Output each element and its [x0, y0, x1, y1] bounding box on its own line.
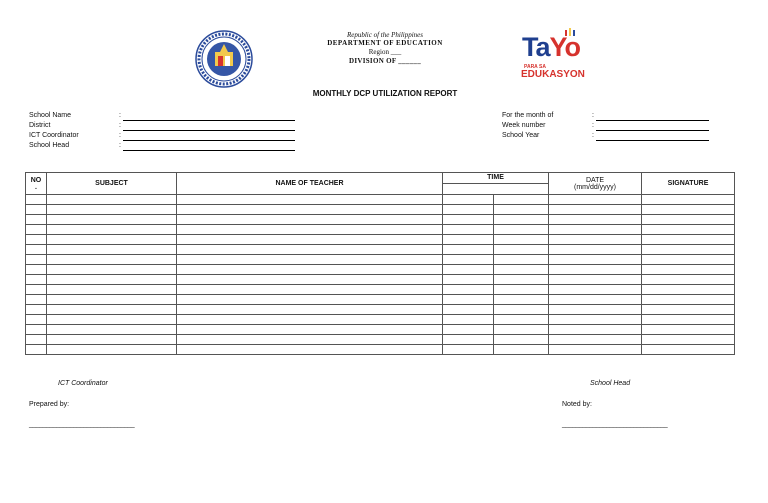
header-region: Region ___: [368, 48, 402, 56]
report-title: MONTHLY DCP UTILIZATION REPORT: [312, 89, 458, 98]
table-row: [26, 255, 735, 265]
row-time-start-cell[interactable]: [443, 255, 494, 265]
row-teacher-cell[interactable]: [177, 315, 443, 325]
row-subject-cell[interactable]: [47, 265, 177, 275]
row-no-cell[interactable]: [26, 205, 47, 215]
row-time-end-cell[interactable]: [494, 195, 549, 205]
row-time-end-cell[interactable]: [494, 305, 549, 315]
row-time-start-cell[interactable]: [443, 225, 494, 235]
row-subject-cell[interactable]: [47, 305, 177, 315]
row-date-cell[interactable]: [549, 325, 642, 335]
row-signature-cell[interactable]: [642, 265, 735, 275]
header-time: TIME: [443, 173, 549, 195]
row-time-start-cell[interactable]: [443, 345, 494, 355]
row-subject-cell[interactable]: [47, 225, 177, 235]
table-row: [26, 225, 735, 235]
row-date-cell[interactable]: [549, 305, 642, 315]
row-signature-cell[interactable]: [642, 215, 735, 225]
row-time-start-cell[interactable]: [443, 285, 494, 295]
row-time-end-cell[interactable]: [494, 335, 549, 345]
row-time-start-cell[interactable]: [443, 235, 494, 245]
row-time-end-cell[interactable]: [494, 215, 549, 225]
field-school-head[interactable]: School Head :: [29, 142, 299, 152]
row-subject-cell[interactable]: [47, 245, 177, 255]
row-subject-cell[interactable]: [47, 195, 177, 205]
row-teacher-cell[interactable]: [177, 205, 443, 215]
row-time-start-cell[interactable]: [443, 205, 494, 215]
field-school-year[interactable]: School Year :: [502, 132, 712, 142]
field-ict-coordinator[interactable]: ICT Coordinator :: [29, 132, 299, 142]
row-time-start-cell[interactable]: [443, 305, 494, 315]
row-date-cell[interactable]: [549, 285, 642, 295]
row-time-end-cell[interactable]: [494, 235, 549, 245]
row-subject-cell[interactable]: [47, 205, 177, 215]
tayo-logo: [520, 32, 595, 84]
utilization-table: [25, 172, 735, 355]
row-no-cell[interactable]: [26, 295, 47, 305]
table-row: [26, 205, 735, 215]
school-head-caption: School Head: [590, 380, 631, 387]
row-date-cell[interactable]: [549, 275, 642, 285]
field-school-name[interactable]: School Name :: [29, 112, 299, 122]
row-teacher-cell[interactable]: [177, 195, 443, 205]
row-date-cell[interactable]: [549, 225, 642, 235]
field-district[interactable]: District :: [29, 122, 299, 132]
table-row: [26, 345, 735, 355]
logo-edukasyon: EDUKASYON: [521, 69, 585, 80]
row-signature-cell[interactable]: [642, 295, 735, 305]
row-subject-cell[interactable]: [47, 325, 177, 335]
row-subject-cell[interactable]: [47, 235, 177, 245]
row-no-cell[interactable]: [26, 195, 47, 205]
deped-seal-icon: [195, 30, 253, 88]
header-date: DATE (mm/dd/yyyy): [549, 173, 642, 195]
row-teacher-cell[interactable]: [177, 265, 443, 275]
row-teacher-cell[interactable]: [177, 275, 443, 285]
row-teacher-cell[interactable]: [177, 225, 443, 235]
row-date-cell[interactable]: [549, 235, 642, 245]
table-header-row: [26, 173, 735, 195]
header-department: DEPARTMENT OF EDUCATION: [327, 39, 443, 47]
row-date-cell[interactable]: [549, 345, 642, 355]
row-time-start-cell[interactable]: [443, 325, 494, 335]
table-row: [26, 285, 735, 295]
row-time-end-cell[interactable]: [494, 295, 549, 305]
header-no: NO .: [26, 173, 47, 195]
row-time-start-cell[interactable]: [443, 265, 494, 275]
row-teacher-cell[interactable]: [177, 295, 443, 305]
row-no-cell[interactable]: [26, 325, 47, 335]
row-signature-cell[interactable]: [642, 315, 735, 325]
row-subject-cell[interactable]: [47, 285, 177, 295]
ict-coordinator-caption: ICT Coordinator: [58, 380, 108, 387]
row-time-end-cell[interactable]: [494, 225, 549, 235]
row-no-cell[interactable]: [26, 235, 47, 245]
field-week-number[interactable]: Week number :: [502, 122, 712, 132]
row-signature-cell[interactable]: [642, 225, 735, 235]
header-subject: SUBJECT: [47, 173, 177, 195]
row-subject-cell[interactable]: [47, 215, 177, 225]
row-teacher-cell[interactable]: [177, 215, 443, 225]
table-row: [26, 305, 735, 315]
row-date-cell[interactable]: [549, 335, 642, 345]
row-teacher-cell[interactable]: [177, 325, 443, 335]
noted-by-label: Noted by:: [562, 401, 592, 408]
table-row: [26, 325, 735, 335]
prepared-by-signature-line[interactable]: _______________________________: [29, 421, 135, 428]
row-no-cell[interactable]: [26, 285, 47, 295]
row-signature-cell[interactable]: [642, 325, 735, 335]
table-row: [26, 315, 735, 325]
row-no-cell[interactable]: [26, 345, 47, 355]
row-no-cell[interactable]: [26, 305, 47, 315]
row-teacher-cell[interactable]: [177, 255, 443, 265]
row-signature-cell[interactable]: [642, 245, 735, 255]
row-date-cell[interactable]: [549, 205, 642, 215]
row-no-cell[interactable]: [26, 245, 47, 255]
row-time-start-cell[interactable]: [443, 195, 494, 205]
row-signature-cell[interactable]: [642, 305, 735, 315]
row-signature-cell[interactable]: [642, 255, 735, 265]
row-teacher-cell[interactable]: [177, 235, 443, 245]
row-date-cell[interactable]: [549, 245, 642, 255]
table-row: [26, 295, 735, 305]
table-row: [26, 195, 735, 205]
logo-tayo: TaYo: [522, 32, 581, 62]
row-time-end-cell[interactable]: [494, 245, 549, 255]
row-teacher-cell[interactable]: [177, 335, 443, 345]
row-teacher-cell[interactable]: [177, 345, 443, 355]
row-date-cell[interactable]: [549, 315, 642, 325]
row-no-cell[interactable]: [26, 265, 47, 275]
row-time-end-cell[interactable]: [494, 325, 549, 335]
row-time-start-cell[interactable]: [443, 335, 494, 345]
row-no-cell[interactable]: [26, 255, 47, 265]
row-teacher-cell[interactable]: [177, 285, 443, 295]
row-time-end-cell[interactable]: [494, 275, 549, 285]
field-month[interactable]: For the month of :: [502, 112, 712, 122]
row-time-end-cell[interactable]: [494, 345, 549, 355]
logo-para-sa: PARA SA: [524, 64, 546, 70]
table-row: [26, 215, 735, 225]
row-time-start-cell[interactable]: [443, 245, 494, 255]
row-signature-cell[interactable]: [642, 335, 735, 345]
row-subject-cell[interactable]: [47, 315, 177, 325]
row-no-cell[interactable]: [26, 225, 47, 235]
row-signature-cell[interactable]: [642, 275, 735, 285]
table-row: [26, 265, 735, 275]
row-date-cell[interactable]: [549, 295, 642, 305]
row-time-end-cell[interactable]: [494, 265, 549, 275]
row-signature-cell[interactable]: [642, 195, 735, 205]
row-time-start-cell[interactable]: [443, 295, 494, 305]
noted-by-signature-line[interactable]: _______________________________: [562, 421, 668, 428]
row-subject-cell[interactable]: [47, 335, 177, 345]
row-signature-cell[interactable]: [642, 345, 735, 355]
row-time-start-cell[interactable]: [443, 215, 494, 225]
row-signature-cell[interactable]: [642, 285, 735, 295]
row-teacher-cell[interactable]: [177, 305, 443, 315]
row-date-cell[interactable]: [549, 265, 642, 275]
row-subject-cell[interactable]: [47, 345, 177, 355]
row-no-cell[interactable]: [26, 335, 47, 345]
header-republic: Republic of the Philippines: [346, 31, 423, 39]
row-no-cell[interactable]: [26, 215, 47, 225]
row-subject-cell[interactable]: [47, 255, 177, 265]
prepared-by-label: Prepared by:: [29, 401, 70, 408]
header-division: DIVISION OF ______: [348, 57, 422, 65]
header-teacher: NAME OF TEACHER: [177, 173, 443, 195]
row-time-start-cell[interactable]: [443, 275, 494, 285]
row-time-start-cell[interactable]: [443, 315, 494, 325]
table-row: [26, 245, 735, 255]
row-subject-cell[interactable]: [47, 295, 177, 305]
table-row: [26, 335, 735, 345]
row-time-end-cell[interactable]: [494, 285, 549, 295]
row-signature-cell[interactable]: [642, 205, 735, 215]
row-teacher-cell[interactable]: [177, 245, 443, 255]
header-signature: SIGNATURE: [642, 173, 735, 195]
row-time-end-cell[interactable]: [494, 205, 549, 215]
row-date-cell[interactable]: [549, 215, 642, 225]
row-date-cell[interactable]: [549, 255, 642, 265]
row-signature-cell[interactable]: [642, 235, 735, 245]
row-time-end-cell[interactable]: [494, 315, 549, 325]
table-row: [26, 235, 735, 245]
table-row: [26, 275, 735, 285]
row-no-cell[interactable]: [26, 275, 47, 285]
row-no-cell[interactable]: [26, 315, 47, 325]
row-subject-cell[interactable]: [47, 275, 177, 285]
row-date-cell[interactable]: [549, 195, 642, 205]
row-time-end-cell[interactable]: [494, 255, 549, 265]
